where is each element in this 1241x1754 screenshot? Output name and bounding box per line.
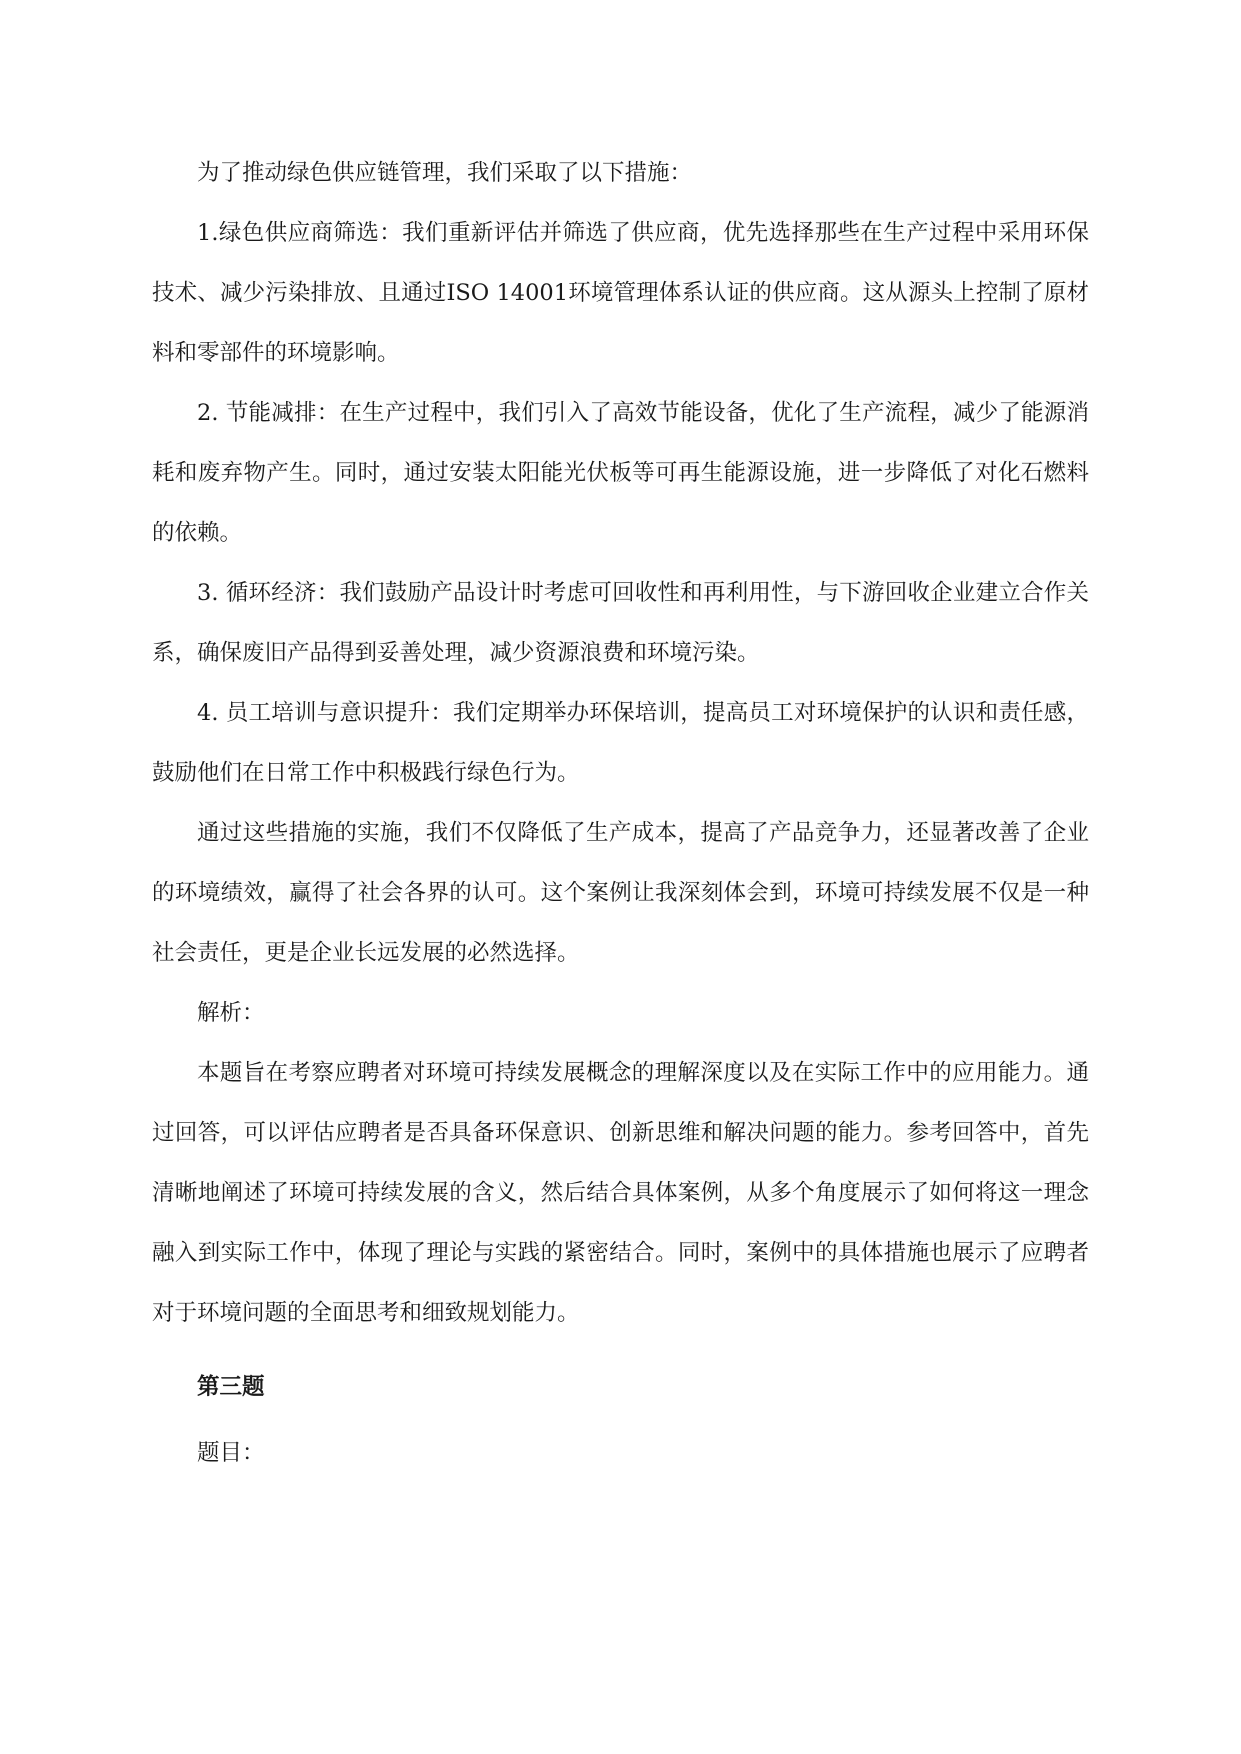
question-label: 题目：	[197, 1440, 265, 1466]
measure-2-paragraph: 2. 节能减排：在生产过程中，我们引入了高效节能设备，优化了生产流程，减少了能源消耗和废弃物产生。同时，通过安装太阳能光伏板等可再生能源设施，进一步降低了对化石燃料的依赖。	[152, 400, 1089, 546]
analysis-label: 解析：	[197, 1000, 265, 1026]
intro-paragraph: 为了推动绿色供应链管理，我们采取了以下措施：	[197, 160, 693, 186]
measure-4-paragraph: 4. 员工培训与意识提升：我们定期举办环保培训，提高员工对环境保护的认识和责任感，鼓励他们在日常工作中积极践行绿色行为。	[152, 700, 1089, 786]
analysis-paragraph: 本题旨在考察应聘者对环境可持续发展概念的理解深度以及在实际工作中的应用能力。通过回答，可以评估应聘者是否具备环保意识、创新思维和解决问题的能力。参考回答中，首先清晰地阐述了环境可持续发展的含义，然后结合具体案例，从多个角度展示了如何将这一理念融入到实际工作中，体现了理论与实践的紧密结合。同时，案例中的具体措施也展示了应聘者对于环境问题的全面思考和细致规划能力。	[152, 1060, 1089, 1326]
section-heading: 第三题	[197, 1374, 265, 1400]
document-body	[152, 143, 1089, 1483]
measure-1-paragraph: 1.绿色供应商筛选：我们重新评估并筛选了供应商，优先选择那些在生产过程中采用环保技术、减少污染排放、且通过ISO 14001环境管理体系认证的供应商。这从源头上控制了原材料和零部件的环境影响。	[152, 220, 1089, 366]
conclusion-paragraph: 通过这些措施的实施，我们不仅降低了生产成本，提高了产品竞争力，还显著改善了企业的环境绩效，赢得了社会各界的认可。这个案例让我深刻体会到，环境可持续发展不仅是一种社会责任，更是企业长远发展的必然选择。	[152, 820, 1089, 966]
measure-3-paragraph: 3. 循环经济：我们鼓励产品设计时考虑可回收性和再利用性，与下游回收企业建立合作关系，确保废旧产品得到妥善处理，减少资源浪费和环境污染。	[152, 580, 1089, 666]
